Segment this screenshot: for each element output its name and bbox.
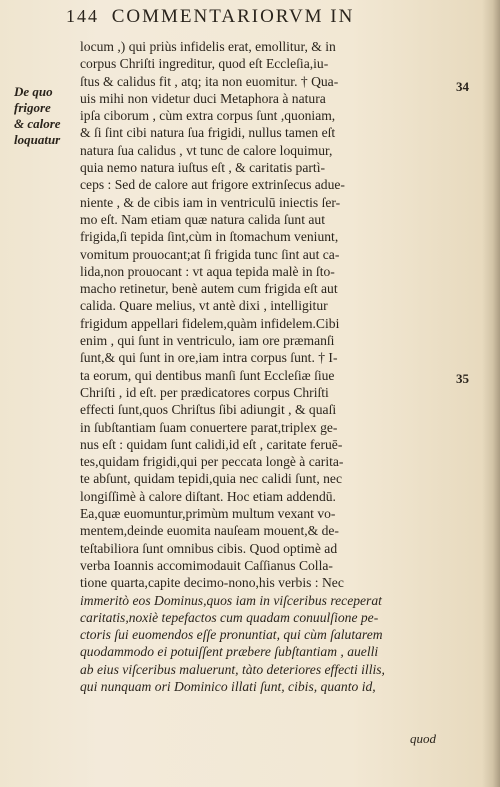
text-line: mo eſt. Nam etiam quæ natura calida ſunt aut <box>80 211 325 227</box>
text-line: nus eſt : quidam ſunt calidi,id eſt , caritate feruē- <box>80 436 343 452</box>
paragraph-number: 34 <box>456 79 469 94</box>
text-line: macho retinetur, benè autem cum frigida eſt aut <box>80 281 338 297</box>
page-number: 144 <box>66 6 99 26</box>
text-line: mentem,deinde euomita nauſeam mouent,& de- <box>80 523 339 539</box>
text-line: uis mihi non videtur duci Metaphora à natura <box>80 90 326 106</box>
marginal-note-line: frigore <box>14 100 51 115</box>
text-line: enim , qui ſunt in ventriculo, iam ore præmanſi <box>80 333 335 349</box>
text-line: effecti ſunt,quos Chriſtus ſibi adiungit , & quaſi <box>80 402 337 418</box>
quoted-text-line: quodammodo ei potuiſſent præbere ſubſtantiam , auelli <box>80 644 379 660</box>
catchword: quod <box>410 731 436 746</box>
text-line: frigida,ſi tepida ſint,cùm in ſtomachum veniunt, <box>80 229 339 245</box>
marginal-note-line: De quo <box>14 84 53 99</box>
text-line: ſtus & calidus fit , atq; ita non euomitur. † Qua- <box>80 73 339 89</box>
text-line: teſtabiliora ſunt omnibus cibis. Quod optimè ad <box>80 540 338 556</box>
text-line: & ſi ſint cibi natura ſua frigidi, nullus tamen eſt <box>80 125 336 141</box>
text-line: te abſunt, quidam tepidi,quia nec calidi ſunt, nec <box>80 471 342 487</box>
text-line: Chriſti , id eſt. per prædicatores corpus Chriſti <box>80 384 329 400</box>
running-header <box>66 6 476 34</box>
running-title: COMMENTARIORVM IN <box>111 6 355 27</box>
body-text <box>80 38 452 695</box>
text-line: lida,non prouocant : vt aqua tepida malè in ſto- <box>80 263 335 279</box>
text-line: frigidum appellari fidelem,quàm infidelem.Cibi <box>80 315 340 331</box>
text-line: tione quarta,capite decimo-nono,his verbis : Nec <box>80 575 344 591</box>
text-line: niente , & de cibis iam in ventriculū iniectis ſer- <box>80 194 341 210</box>
page-edge-shadow <box>482 0 500 787</box>
text-line: Ea,quæ euomuntur,primùm multum vexant vo- <box>80 506 336 522</box>
marginal-note-line: loquatur <box>14 132 61 147</box>
text-line: ta eorum, qui dentibus manſi ſunt Eccleſiæ ſiue <box>80 367 335 383</box>
text-line: corpus Chriſti ingreditur, quod eſt Eccleſia,iu- <box>80 56 329 72</box>
quoted-text-line: immeritò eos Dominus,quos iam in viſceribus receperat <box>80 592 382 608</box>
quoted-text-line: ctoris ſui euomendos eſſe pronuntiat, qui cùm ſalutarem <box>80 627 383 643</box>
quoted-text-line: caritatis,noxiè tepefactos cum quadam conuulſione pe- <box>80 609 379 625</box>
text-line: locum ,) qui priùs infidelis erat, emollitur, & in <box>80 39 336 54</box>
text-line: longiſſimè à calore diſtant. Hoc etiam addendū. <box>80 488 336 504</box>
marginal-note-line: & calore <box>14 116 61 131</box>
text-line: natura ſua calidus , vt tunc de calore loquimur, <box>80 142 333 158</box>
text-line: vomitum prouocant;at ſi frigida tunc ſint aut ca- <box>80 246 340 262</box>
paragraph-number: 35 <box>456 371 469 386</box>
text-line: ceps : Sed de calore aut frigore extrinſecus adue- <box>80 177 345 193</box>
marginal-note <box>14 84 84 148</box>
quoted-text-line: ab eius viſceribus maluerunt, tàto deteriores effecti illis, <box>80 661 385 677</box>
text-line: tes,quidam frigidi,qui per peccata longè à carita- <box>80 454 344 470</box>
text-line: ſunt,& qui ſunt in ore,iam intra corpus ſunt. † I- <box>80 350 338 366</box>
text-line: ipſa ciborum , cùm extra corpus ſunt ,quoniam, <box>80 108 336 124</box>
quoted-text-line: qui nunquam ori Dominico illati ſunt, cibis, quanto id, <box>80 678 376 694</box>
text-line: calida. Quare melius, vt antè dixi , intelligitur <box>80 298 328 314</box>
text-line: verba Ioannis accomimodauit Caſſianus Colla- <box>80 557 333 573</box>
text-line: in ſubſtantiam ſuam conuertere parat,triplex ge- <box>80 419 338 435</box>
text-line: quia nemo natura iuſtus eſt , & caritatis partì- <box>80 160 325 176</box>
